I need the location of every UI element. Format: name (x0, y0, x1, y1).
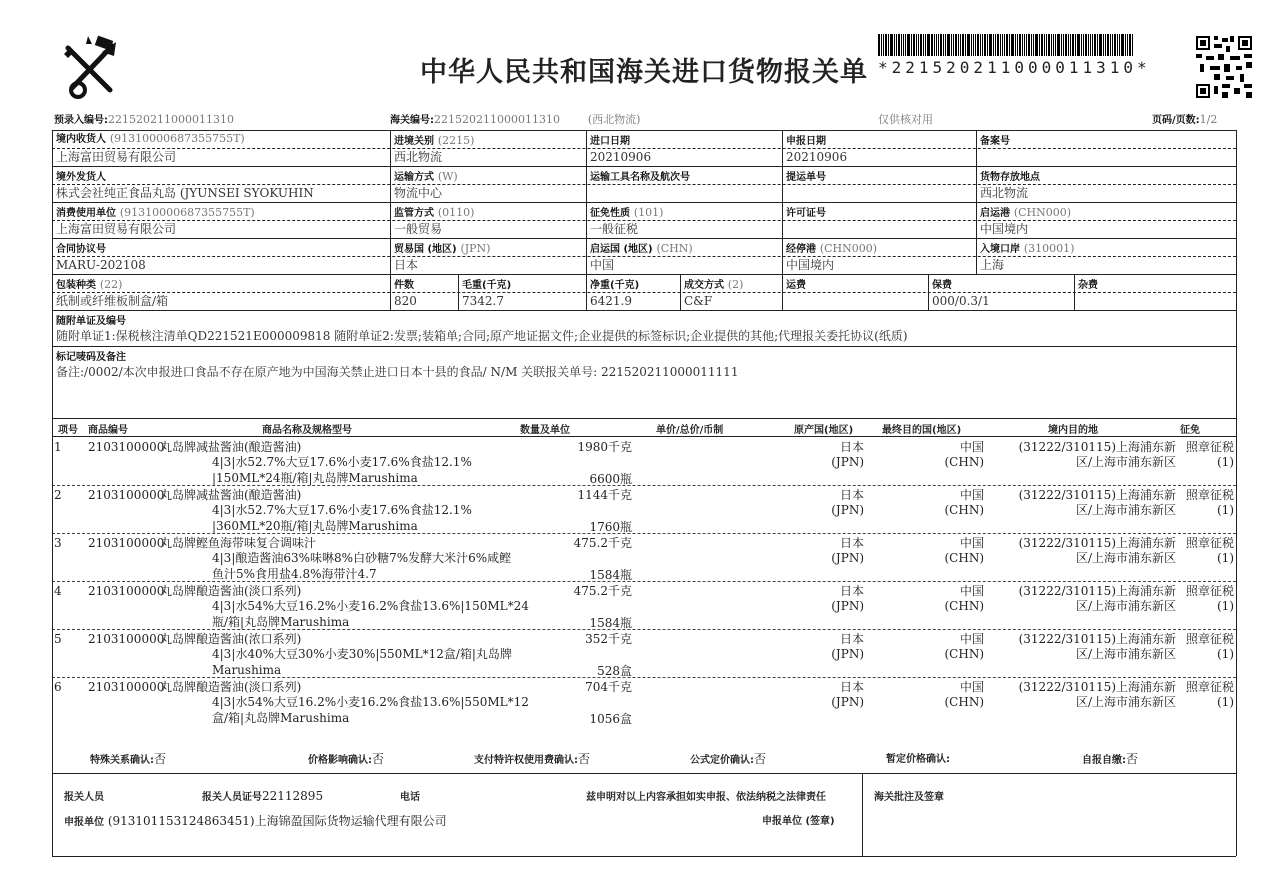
entry-port-label: 入境口岸 (980, 244, 1020, 255)
item-qty-1: 475.2千克 (573, 536, 632, 550)
item-qty-2: 6600瓶 (589, 472, 632, 486)
attached-value: 随附单证1:保税核注清单QD221521E000009818 随附单证2:发票;装箱单;合同;原产地证据文件;企业提供的标签标识;企业提供的其他;代理报关委托协议(纸质) (56, 329, 908, 343)
item-ex-2: (1) (1217, 551, 1234, 565)
item-dest-2: (CHN) (944, 503, 984, 517)
item-ex-1: 照章征税 (1185, 488, 1234, 502)
item-dest-2: (CHN) (944, 599, 984, 613)
item-name-3: 鱼汁5%食用盐4.8%海带汁4.7 (212, 567, 377, 581)
item-origin-2: (JPN) (831, 551, 864, 565)
row-divider (52, 629, 1236, 630)
item-dom-1: (31222/310115)上海浦东新 (1018, 536, 1176, 550)
marks-label: 标记唛码及备注 (56, 352, 126, 363)
item-qty-2: 1760瓶 (589, 520, 632, 534)
license-label: 许可证号 (786, 208, 826, 219)
row-divider (52, 533, 1236, 534)
item-origin-1: 日本 (839, 536, 864, 550)
item-name-1: 丸岛牌酿造酱油(淡口系列) (160, 584, 302, 598)
insurance-value: 000/0.3/1 (932, 294, 990, 308)
item-dest-1: 中国 (959, 536, 984, 550)
item-dest-1: 中国 (959, 488, 984, 502)
item-dest-1: 中国 (959, 584, 984, 598)
item-ex-1: 照章征税 (1185, 680, 1234, 694)
item-ex-2: (1) (1217, 503, 1234, 517)
item-no: 1 (54, 440, 62, 454)
departure-port-value: 中国境内 (980, 222, 1029, 236)
consignee-label: 境内收货人 (56, 134, 106, 145)
item-name-1: 丸岛牌减盐酱油(酿造酱油) (160, 488, 302, 502)
marks-value: 备注:/0002/本次申报进口食品不存在原产地为中国海关禁止进口日本十县的食品/ N/M 关联报关单号: 221520211000011111 (56, 365, 739, 379)
import-date-label: 进口日期 (590, 136, 630, 147)
items-header (52, 421, 1236, 435)
item-row (52, 487, 1236, 535)
origin-country-value: 中国 (590, 258, 615, 272)
transport-code: (W) (437, 170, 458, 183)
origin-country-code: (CHN) (656, 242, 693, 255)
stop-port-code: (CHN000) (819, 242, 878, 255)
row-divider (52, 485, 1236, 486)
col-price: 单价/总价/币制 (656, 425, 724, 436)
supervision-code: (0110) (437, 206, 475, 219)
col-origin: 原产国(地区) (794, 425, 854, 436)
entry-port-code: (310001) (1023, 242, 1075, 255)
supervision-label: 监管方式 (394, 208, 434, 219)
item-ex-1: 照章征税 (1185, 632, 1234, 646)
item-ex-2: (1) (1217, 599, 1234, 613)
item-name-2: 4|3|水40%大豆30%小麦30%|550ML*12盒/箱|丸岛牌 (212, 647, 512, 661)
item-no: 4 (54, 584, 62, 598)
item-origin-2: (JPN) (831, 599, 864, 613)
customs-no-label: 海关编号: (390, 115, 434, 126)
item-name-3: 瓶/箱|丸岛牌Marushima (212, 615, 350, 629)
consignee-code: (91310000687355755T) (109, 132, 245, 145)
item-qty-1: 704千克 (585, 680, 632, 694)
item-qty-1: 1144千克 (577, 488, 632, 502)
page-title: 中华人民共和国海关进口货物报关单 (420, 57, 868, 88)
item-no: 5 (54, 632, 62, 646)
col-exempt: 征免 (1180, 425, 1200, 436)
insurance-label: 保费 (932, 280, 952, 291)
col-qty: 数量及单位 (520, 425, 570, 436)
item-name-3: |150ML*24瓶/箱|丸岛牌Marushima (212, 471, 418, 485)
declarant-label: 报关人员 (64, 792, 104, 803)
barcode-text: *221520211000011310* (878, 58, 1151, 77)
levy-code: (101) (633, 206, 664, 219)
item-name-1: 丸岛牌酿造酱油(浓口系列) (160, 632, 302, 646)
agent-seal: 申报单位 (签章) (762, 816, 835, 827)
self-label: 自报自缴: (1082, 755, 1126, 766)
item-dest-2: (CHN) (944, 551, 984, 565)
entry-port-value: 上海 (980, 258, 1005, 272)
agent-label: 申报单位 (64, 817, 104, 828)
item-ex-2: (1) (1217, 695, 1234, 709)
levy-label: 征免性质 (590, 208, 630, 219)
storage-value: 西北物流 (980, 186, 1029, 200)
trade-country-value: 日本 (394, 258, 419, 272)
item-code: 2103100000 (88, 440, 165, 454)
item-dom-2: 区/上海市浦东新区 (1075, 599, 1176, 613)
item-name-3: 盒/箱|丸岛牌Marushima (212, 711, 350, 725)
item-row (52, 439, 1236, 487)
pieces-value: 820 (394, 294, 417, 308)
departure-port-code: (CHN000) (1013, 206, 1072, 219)
net-label: 净重(千克) (590, 280, 640, 291)
item-dest-2: (CHN) (944, 455, 984, 469)
item-name-2: 4|3|酿造酱油63%味啉8%白砂糖7%发酵大米汁6%咸鲣 (212, 551, 512, 565)
package-code: (22) (99, 278, 123, 291)
item-ex-1: 照章征税 (1185, 536, 1234, 550)
transport-value: 物流中心 (394, 186, 443, 200)
item-dom-2: 区/上海市浦东新区 (1075, 455, 1176, 469)
stop-port-value: 中国境内 (786, 258, 835, 272)
item-row (52, 583, 1236, 631)
entry-customs-label: 进境关别 (394, 136, 434, 147)
col-dest: 最终目的国(地区) (882, 425, 962, 436)
item-row (52, 535, 1236, 583)
package-label: 包装种类 (56, 280, 96, 291)
item-origin-1: 日本 (839, 584, 864, 598)
item-no: 2 (54, 488, 62, 502)
item-qty-1: 1980千克 (577, 440, 632, 454)
item-ex-1: 照章征税 (1185, 584, 1234, 598)
royalty-label: 支付特许权使用费确认: (474, 755, 578, 766)
entry-customs-value: 西北物流 (394, 150, 443, 164)
item-name-2: 4|3|水54%大豆16.2%小麦16.2%食盐13.6%|550ML*12 (212, 695, 529, 709)
item-ex-2: (1) (1217, 455, 1234, 469)
item-code: 2103100000 (88, 536, 165, 550)
item-ex-1: 照章征税 (1185, 440, 1234, 454)
item-dest-1: 中国 (959, 632, 984, 646)
deal-code: (2) (727, 278, 744, 291)
item-origin-2: (JPN) (831, 455, 864, 469)
declarant-no-label: 报关人员证号 (202, 792, 262, 803)
col-domestic: 境内目的地 (1048, 425, 1098, 436)
item-name-1: 丸岛牌酿造酱油(淡口系列) (160, 680, 302, 694)
item-name-2: 4|3|水52.7%大豆17.6%小麦17.6%食盐12.1% (212, 455, 472, 469)
declarant-no-value: 22112895 (262, 789, 324, 803)
item-origin-2: (JPN) (831, 503, 864, 517)
formula-value: 否 (754, 752, 767, 766)
special-value: 否 (154, 752, 167, 766)
entry-customs-code: (2215) (437, 134, 475, 147)
item-name-1: 丸岛牌鲣鱼海带味复合调味汁 (160, 536, 317, 550)
item-no: 3 (54, 536, 62, 550)
item-dest-1: 中国 (959, 440, 984, 454)
levy-value: 一般征税 (590, 222, 639, 236)
declare-date-value: 20210906 (786, 150, 848, 164)
item-dom-2: 区/上海市浦东新区 (1075, 695, 1176, 709)
special-label: 特殊关系确认: (90, 755, 154, 766)
item-dom-1: (31222/310115)上海浦东新 (1018, 440, 1176, 454)
price-confirm-label: 价格影响确认: (308, 755, 372, 766)
bill-label: 提运单号 (786, 172, 826, 183)
record-no-label: 备案号 (980, 136, 1010, 147)
provisional-label: 暂定价格确认: (886, 754, 950, 765)
page-label: 页码/页数: (1152, 115, 1200, 126)
customs-approval: 海关批注及签章 (874, 792, 944, 803)
item-qty-2: 1056盒 (589, 712, 632, 726)
misc-label: 杂费 (1078, 280, 1098, 291)
item-dom-1: (31222/310115)上海浦东新 (1018, 632, 1176, 646)
item-qty-1: 352千克 (585, 632, 632, 646)
customs-emblem-icon (58, 34, 126, 102)
item-code: 2103100000 (88, 488, 165, 502)
contract-value: MARU-202108 (56, 258, 146, 272)
customs-office: (西北物流) (587, 113, 641, 126)
row-divider (52, 677, 1236, 678)
royalty-value: 否 (578, 752, 591, 766)
item-dom-2: 区/上海市浦东新区 (1075, 551, 1176, 565)
item-origin-1: 日本 (839, 440, 864, 454)
item-dest-1: 中国 (959, 680, 984, 694)
consumer-code: (91310000687355755T) (119, 206, 255, 219)
item-dest-2: (CHN) (944, 647, 984, 661)
item-name-3: Marushima (212, 663, 282, 677)
vessel-label: 运输工具名称及航次号 (590, 172, 690, 183)
consumer-label: 消费使用单位 (56, 208, 116, 219)
gross-value: 7342.7 (462, 294, 504, 308)
consumer-value: 上海富田贸易有限公司 (56, 222, 177, 236)
col-code: 商品编号 (88, 425, 128, 436)
item-dest-2: (CHN) (944, 695, 984, 709)
item-qty-2: 528盒 (597, 664, 632, 678)
item-qty-1: 475.2千克 (573, 584, 632, 598)
item-name-3: |360ML*20瓶/箱|丸岛牌Marushima (212, 519, 418, 533)
net-value: 6421.9 (590, 294, 632, 308)
transport-label: 运输方式 (394, 172, 434, 183)
customs-no: 221520211000011310 (434, 113, 560, 126)
departure-port-label: 启运港 (980, 208, 1010, 219)
trade-country-code: (JPN) (460, 242, 491, 255)
item-dom-2: 区/上海市浦东新区 (1075, 647, 1176, 661)
shipper-value: 株式会社纯正食品丸岛 (JYUNSEI SYOKUHIN (56, 186, 314, 200)
contract-label: 合同协议号 (56, 244, 106, 255)
item-row (52, 679, 1236, 727)
qr-code-icon (1196, 36, 1252, 98)
freight-label: 运费 (786, 280, 806, 291)
item-name-1: 丸岛牌减盐酱油(酿造酱油) (160, 440, 302, 454)
package-value: 纸制或纤维板制盒/箱 (56, 294, 169, 308)
price-confirm-value: 否 (372, 752, 385, 766)
attached-label: 随附单证及编号 (56, 316, 126, 327)
barcode (878, 34, 1178, 77)
item-origin-2: (JPN) (831, 695, 864, 709)
pieces-label: 件数 (394, 280, 414, 291)
origin-country-label: 启运国 (地区) (590, 244, 653, 255)
item-ex-2: (1) (1217, 647, 1234, 661)
item-code: 2103100000 (88, 584, 165, 598)
stop-port-label: 经停港 (786, 244, 816, 255)
preentry-label: 预录入编号: (54, 115, 108, 126)
formula-label: 公式定价确认: (690, 755, 754, 766)
item-dom-1: (31222/310115)上海浦东新 (1018, 488, 1176, 502)
item-name-2: 4|3|水52.7%大豆17.6%小麦17.6%食盐12.1% (212, 503, 472, 517)
consignee-value: 上海富田贸易有限公司 (56, 150, 177, 164)
item-origin-1: 日本 (839, 680, 864, 694)
supervision-value: 一般贸易 (394, 222, 443, 236)
shipper-label: 境外发货人 (56, 172, 106, 183)
item-dom-1: (31222/310115)上海浦东新 (1018, 584, 1176, 598)
item-dom-2: 区/上海市浦东新区 (1075, 503, 1176, 517)
item-origin-1: 日本 (839, 488, 864, 502)
agent-value: (913101153124863451)上海锦盈国际货物运输代理有限公司 (107, 814, 447, 828)
item-origin-2: (JPN) (831, 647, 864, 661)
item-qty-2: 1584瓶 (589, 616, 632, 630)
preentry-no: 221520211000011310 (108, 113, 234, 126)
storage-label: 货物存放地点 (980, 172, 1040, 183)
trade-country-label: 贸易国 (地区) (394, 244, 457, 255)
item-qty-2: 1584瓶 (589, 568, 632, 582)
col-name: 商品名称及规格型号 (262, 425, 352, 436)
item-row (52, 631, 1236, 679)
declare-date-label: 申报日期 (786, 136, 826, 147)
import-date-value: 20210906 (590, 150, 652, 164)
item-origin-1: 日本 (839, 632, 864, 646)
item-name-2: 4|3|水54%大豆16.2%小麦16.2%食盐13.6%|150ML*24 (212, 599, 529, 613)
item-dom-1: (31222/310115)上海浦东新 (1018, 680, 1176, 694)
check-note: 仅供核对用 (878, 113, 933, 126)
item-code: 2103100000 (88, 680, 165, 694)
statement: 兹申明对以上内容承担如实申报、依法纳税之法律责任 (586, 792, 826, 803)
self-value: 否 (1126, 752, 1139, 766)
col-no: 项号 (58, 425, 78, 436)
page-value: 1/2 (1199, 113, 1218, 126)
phone-label: 电话 (400, 792, 420, 803)
row-divider (52, 581, 1236, 582)
item-no: 6 (54, 680, 62, 694)
item-code: 2103100000 (88, 632, 165, 646)
gross-label: 毛重(千克) (462, 280, 512, 291)
deal-label: 成交方式 (684, 280, 724, 291)
deal-value: C&F (684, 294, 713, 308)
